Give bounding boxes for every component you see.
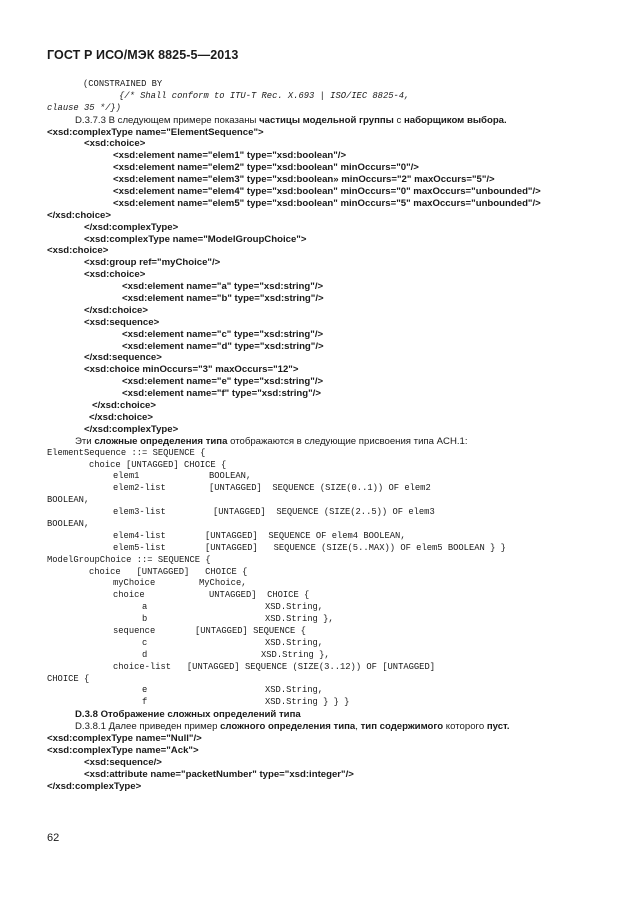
text-segment: <xsd:complexType name="ElementSequence"> bbox=[47, 126, 264, 138]
document-body bbox=[47, 79, 607, 792]
text-segment: elem2-list bbox=[113, 483, 166, 494]
text-line bbox=[47, 638, 607, 650]
text-line bbox=[47, 567, 607, 579]
text-segment: <xsd:element name="e" type="xsd:string"/> bbox=[122, 376, 324, 388]
text-segment: [UNTAGGED] SEQUENCE OF elem4 BOOLEAN, bbox=[205, 530, 406, 541]
text-segment: e bbox=[142, 685, 148, 696]
text-segment: a bbox=[142, 602, 148, 613]
text-line bbox=[47, 269, 607, 281]
text-line bbox=[47, 460, 607, 472]
text-segment: <xsd:element name="elem3" type="xsd:boolean» minOccurs="2" maxOccurs="5"/> bbox=[113, 174, 495, 186]
text-line bbox=[47, 721, 607, 733]
text-segment: f bbox=[142, 697, 148, 708]
text-line bbox=[47, 293, 607, 305]
text-segment: choice [UNTAGGED] CHOICE { bbox=[89, 566, 248, 577]
text-segment: </xsd:complexType> bbox=[84, 221, 179, 233]
text-line bbox=[47, 602, 607, 614]
text-segment: d bbox=[142, 649, 148, 660]
text-line bbox=[47, 222, 607, 234]
text-segment: <xsd:choice> bbox=[47, 245, 109, 257]
text-line bbox=[47, 245, 607, 257]
text-segment: choice-list [UNTAGGED] SEQUENCE (SIZE(3..12)) OF [UNTAGGED] bbox=[113, 661, 436, 672]
text-segment: <xsd:choice> bbox=[84, 269, 146, 281]
text-line bbox=[47, 317, 607, 329]
text-line bbox=[47, 341, 607, 353]
text-segment: </xsd:sequence> bbox=[84, 352, 162, 364]
text-segment: <xsd:choice minOccurs="3" maxOccurs="12"> bbox=[84, 364, 299, 376]
text-segment: </xsd:choice> bbox=[84, 304, 148, 316]
text-segment: elem3-list bbox=[113, 507, 166, 518]
text-segment: MyChoice, bbox=[199, 578, 247, 589]
text-segment: <xsd:element name="f" type="xsd:string"/> bbox=[122, 388, 321, 400]
text-segment: сложного определения типа bbox=[220, 721, 356, 733]
text-segment: (CONSTRAINED BY bbox=[83, 79, 163, 89]
text-segment: XSD.String, bbox=[265, 685, 324, 696]
text-line bbox=[47, 281, 607, 293]
text-segment: BOOLEAN, bbox=[47, 495, 90, 506]
text-segment: <xsd:group ref="myChoice"/> bbox=[84, 257, 221, 269]
text-segment: XSD.String }, bbox=[261, 649, 330, 660]
text-line bbox=[47, 329, 607, 341]
text-segment: CHOICE { bbox=[47, 673, 90, 684]
text-line bbox=[47, 174, 607, 186]
text-line bbox=[47, 650, 607, 662]
text-line bbox=[47, 674, 607, 686]
text-segment: <xsd:element name="b" type="xsd:string"/> bbox=[122, 293, 324, 305]
text-segment: XSD.String } } } bbox=[265, 697, 350, 708]
text-line bbox=[47, 448, 607, 460]
text-line bbox=[47, 697, 607, 709]
text-line bbox=[47, 757, 607, 769]
text-segment: XSD.String, bbox=[265, 602, 324, 613]
text-line bbox=[47, 138, 607, 150]
text-segment: <xsd:attribute name="packetNumber" type="xsd:integer"/> bbox=[84, 768, 354, 780]
text-line bbox=[47, 483, 607, 495]
text-line bbox=[47, 614, 607, 626]
text-segment: , bbox=[355, 721, 361, 733]
text-segment: XSD.String, bbox=[265, 637, 324, 648]
text-line bbox=[47, 555, 607, 567]
text-segment: [UNTAGGED] SEQUENCE (SIZE(2..5)) OF elem3 bbox=[213, 507, 435, 518]
text-segment: clause 35 */}) bbox=[47, 102, 121, 113]
text-line bbox=[47, 531, 607, 543]
text-line bbox=[47, 257, 607, 269]
text-segment: [UNTAGGED] SEQUENCE (SIZE(5..MAX)) OF elem5 BOOLEAN } } bbox=[205, 542, 506, 553]
text-segment: [UNTAGGED] SEQUENCE (SIZE(0..1)) OF elem2 bbox=[209, 483, 431, 494]
text-line bbox=[47, 495, 607, 507]
text-segment: elem4-list bbox=[113, 530, 166, 541]
text-segment: <xsd:element name="a" type="xsd:string"/> bbox=[122, 281, 324, 293]
text-segment: частицы модельной группы bbox=[259, 114, 394, 126]
text-line bbox=[47, 709, 607, 721]
text-segment: {/* Shall conform to ITU-T Rec. X.693 | ISO/IEC 8825-4, bbox=[119, 90, 410, 101]
text-segment: <xsd:sequence> bbox=[84, 316, 160, 328]
text-segment: Эти bbox=[75, 435, 95, 447]
text-segment: BOOLEAN, bbox=[47, 518, 90, 529]
text-segment: UNTAGGED] CHOICE { bbox=[209, 590, 310, 601]
text-line bbox=[47, 376, 607, 388]
text-line bbox=[47, 626, 607, 638]
text-segment: пуст. bbox=[486, 721, 510, 733]
text-segment: [UNTAGGED] SEQUENCE { bbox=[195, 625, 306, 636]
text-line bbox=[47, 210, 607, 222]
text-segment: elem1 bbox=[113, 471, 140, 482]
text-line bbox=[47, 388, 607, 400]
text-segment: <xsd:element name="elem2" type="xsd:boolean" minOccurs="0"/> bbox=[113, 162, 419, 174]
text-line bbox=[47, 745, 607, 757]
text-segment: <xsd:element name="elem5" type="xsd:boolean" minOccurs="5" maxOccurs="unbounded"/> bbox=[113, 197, 541, 209]
text-line bbox=[47, 662, 607, 674]
text-line bbox=[47, 198, 607, 210]
text-line bbox=[47, 781, 607, 793]
text-line bbox=[47, 507, 607, 519]
text-segment: </xsd:choice> bbox=[47, 209, 111, 221]
text-segment: myChoice bbox=[113, 578, 156, 589]
text-segment: ModelGroupChoice ::= SEQUENCE { bbox=[47, 554, 211, 565]
text-segment: которого bbox=[443, 721, 487, 733]
text-segment: <xsd:element name="elem1" type="xsd:boolean"/> bbox=[113, 150, 347, 162]
text-line bbox=[47, 127, 607, 139]
text-segment: D.3.7.3 В следующем примере показаны bbox=[75, 114, 260, 126]
text-line bbox=[47, 79, 607, 91]
text-line bbox=[47, 519, 607, 531]
text-segment: c bbox=[142, 637, 148, 648]
text-segment: </xsd:complexType> bbox=[47, 780, 142, 792]
text-segment: b bbox=[142, 614, 148, 625]
text-line bbox=[47, 769, 607, 781]
text-line bbox=[47, 162, 607, 174]
text-line bbox=[47, 103, 607, 115]
text-line bbox=[47, 364, 607, 376]
text-segment: <xsd:complexType name="Ack"> bbox=[47, 744, 199, 756]
text-line bbox=[47, 424, 607, 436]
text-line bbox=[47, 305, 607, 317]
text-segment: <xsd:element name="c" type="xsd:string"/> bbox=[122, 328, 324, 340]
page-number: 62 bbox=[47, 832, 60, 844]
text-segment: <xsd:complexType name="ModelGroupChoice"> bbox=[84, 233, 307, 245]
text-segment: наборщиком выбора. bbox=[404, 114, 507, 126]
text-line bbox=[47, 186, 607, 198]
text-line bbox=[47, 685, 607, 697]
text-segment: тип содержимого bbox=[360, 721, 444, 733]
text-segment: ElementSequence ::= SEQUENCE { bbox=[47, 447, 206, 458]
text-segment: </xsd:choice> bbox=[89, 411, 153, 423]
text-segment: elem5-list bbox=[113, 542, 166, 553]
text-line bbox=[47, 115, 607, 127]
text-segment: <xsd:element name="elem4" type="xsd:boolean" minOccurs="0" maxOccurs="unbounded"/> bbox=[113, 186, 541, 198]
text-segment: D.3.8 Отображение сложных определений типа bbox=[75, 709, 301, 721]
text-line bbox=[47, 436, 607, 448]
text-segment: sequence bbox=[113, 625, 156, 636]
text-segment: </xsd:complexType> bbox=[84, 423, 179, 435]
text-segment: <xsd:choice> bbox=[84, 138, 146, 150]
text-line bbox=[47, 150, 607, 162]
text-line bbox=[47, 590, 607, 602]
text-segment: </xsd:choice> bbox=[92, 400, 156, 412]
text-segment: choice bbox=[113, 590, 145, 601]
text-segment: <xsd:sequence/> bbox=[84, 756, 162, 768]
page-header-title: ГОСТ Р ИСО/МЭК 8825-5—2013 bbox=[47, 48, 239, 62]
text-segment: D.3.8.1 Далее приведен пример bbox=[75, 721, 221, 733]
text-segment: с bbox=[393, 114, 404, 126]
text-segment: XSD.String }, bbox=[265, 614, 334, 625]
text-line bbox=[47, 412, 607, 424]
text-segment: BOOLEAN, bbox=[209, 471, 252, 482]
text-line bbox=[47, 352, 607, 364]
text-segment: <xsd:complexType name="Null"/> bbox=[47, 732, 202, 744]
text-line bbox=[47, 733, 607, 745]
text-segment: choice [UNTAGGED] CHOICE { bbox=[89, 459, 227, 470]
text-line bbox=[47, 543, 607, 555]
text-line bbox=[47, 578, 607, 590]
text-segment: <xsd:element name="d" type="xsd:string"/> bbox=[122, 340, 324, 352]
text-line bbox=[47, 471, 607, 483]
text-line bbox=[47, 400, 607, 412]
text-segment: отображаются в следующие присвоения типа ACH.1: bbox=[227, 435, 468, 447]
text-line bbox=[47, 234, 607, 246]
text-segment: сложные определения типа bbox=[94, 435, 228, 447]
text-line bbox=[47, 91, 607, 103]
